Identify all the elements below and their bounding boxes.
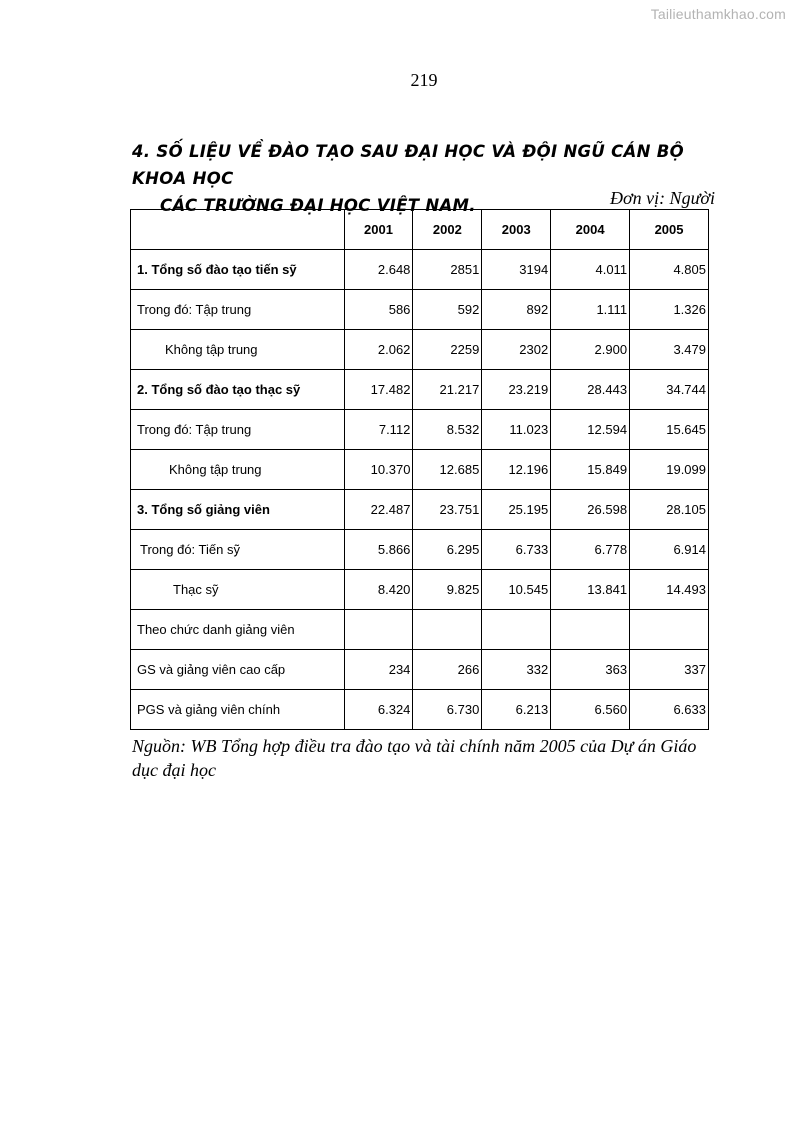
cell-value: 19.099 [630,450,709,490]
cell-value: 592 [413,290,482,330]
row-label: 3. Tổng số giảng viên [131,490,345,530]
section-heading-line1: 4. SỐ LIỆU VỀ ĐÀO TẠO SAU ĐẠI HỌC VÀ ĐỘI NGŨ CÁN BỘ KHOA HỌC [132,142,684,188]
cell-value: 12.594 [551,410,630,450]
table-row [131,650,709,690]
cell-value: 28.443 [551,370,630,410]
cell-value: 34.744 [630,370,709,410]
table-row [131,610,709,650]
cell-value: 6.560 [551,690,630,730]
cell-value: 28.105 [630,490,709,530]
row-label: Thạc sỹ [131,570,345,610]
table-row [131,250,709,290]
cell-value [630,610,709,650]
cell-value: 266 [413,650,482,690]
cell-value: 15.849 [551,450,630,490]
source-note: Nguồn: WB Tổng hợp điều tra đào tạo và tài chính năm 2005 của Dự án Giáo dục đại học [132,736,697,780]
cell-value: 23.751 [413,490,482,530]
section-heading-line2: CÁC TRƯỜNG ĐẠI HỌC VIỆT NAM. [160,196,476,215]
cell-value: 2.648 [344,250,413,290]
cell-value: 4.805 [630,250,709,290]
cell-value: 586 [344,290,413,330]
header-cell-2001: 2001 [344,210,413,250]
cell-value: 7.112 [344,410,413,450]
cell-value: 1.326 [630,290,709,330]
data-table [130,209,709,730]
cell-value: 332 [482,650,551,690]
cell-value: 6.213 [482,690,551,730]
header-cell-2002: 2002 [413,210,482,250]
cell-value: 6.324 [344,690,413,730]
cell-value [413,610,482,650]
cell-value: 8.532 [413,410,482,450]
cell-value: 6.295 [413,530,482,570]
row-label: Trong đó: Tập trung [131,290,345,330]
cell-value: 17.482 [344,370,413,410]
header-cell-2004: 2004 [551,210,630,250]
cell-value [551,610,630,650]
row-label: 1. Tổng số đào tạo tiến sỹ [131,250,345,290]
header-cell-2005: 2005 [630,210,709,250]
cell-value: 3194 [482,250,551,290]
cell-value: 10.545 [482,570,551,610]
cell-value: 8.420 [344,570,413,610]
row-label: Không tập trung [131,450,345,490]
cell-value: 6.633 [630,690,709,730]
table-row [131,530,709,570]
cell-value: 234 [344,650,413,690]
cell-value: 9.825 [413,570,482,610]
cell-value: 26.598 [551,490,630,530]
cell-value: 21.217 [413,370,482,410]
cell-value: 2302 [482,330,551,370]
table-row [131,290,709,330]
row-label: PGS và giảng viên chính [131,690,345,730]
cell-value: 5.866 [344,530,413,570]
watermark: Tailieuthamkhao.com [650,6,786,22]
row-label: Trong đó: Tiến sỹ [131,530,345,570]
cell-value: 6.733 [482,530,551,570]
cell-value: 13.841 [551,570,630,610]
cell-value: 2.900 [551,330,630,370]
header-cell-2003: 2003 [482,210,551,250]
cell-value: 2851 [413,250,482,290]
cell-value: 6.778 [551,530,630,570]
row-label: GS và giảng viên cao cấp [131,650,345,690]
cell-value: 10.370 [344,450,413,490]
cell-value: 892 [482,290,551,330]
cell-value [344,610,413,650]
table-row [131,570,709,610]
cell-value: 23.219 [482,370,551,410]
cell-value: 11.023 [482,410,551,450]
cell-value: 337 [630,650,709,690]
table-header-row [131,210,709,250]
cell-value: 12.196 [482,450,551,490]
cell-value: 12.685 [413,450,482,490]
cell-value: 25.195 [482,490,551,530]
row-label: 2. Tổng số đào tạo thạc sỹ [131,370,345,410]
table-row [131,490,709,530]
cell-value: 22.487 [344,490,413,530]
cell-value [482,610,551,650]
cell-value: 3.479 [630,330,709,370]
cell-value: 2259 [413,330,482,370]
cell-value: 1.111 [551,290,630,330]
row-label: Trong đó: Tập trung [131,410,345,450]
table-row [131,410,709,450]
page-number: 219 [410,70,438,90]
cell-value: 6.730 [413,690,482,730]
header-cell-blank [131,210,345,250]
row-label: Không tập trung [131,330,345,370]
cell-value: 6.914 [630,530,709,570]
cell-value: 363 [551,650,630,690]
cell-value: 4.011 [551,250,630,290]
table-row [131,450,709,490]
table-row [131,370,709,410]
cell-value: 15.645 [630,410,709,450]
table-row [131,690,709,730]
unit-label: Đơn vị: Người [609,188,715,208]
row-label: Theo chức danh giảng viên [131,610,345,650]
cell-value: 2.062 [344,330,413,370]
table-row [131,330,709,370]
cell-value: 14.493 [630,570,709,610]
